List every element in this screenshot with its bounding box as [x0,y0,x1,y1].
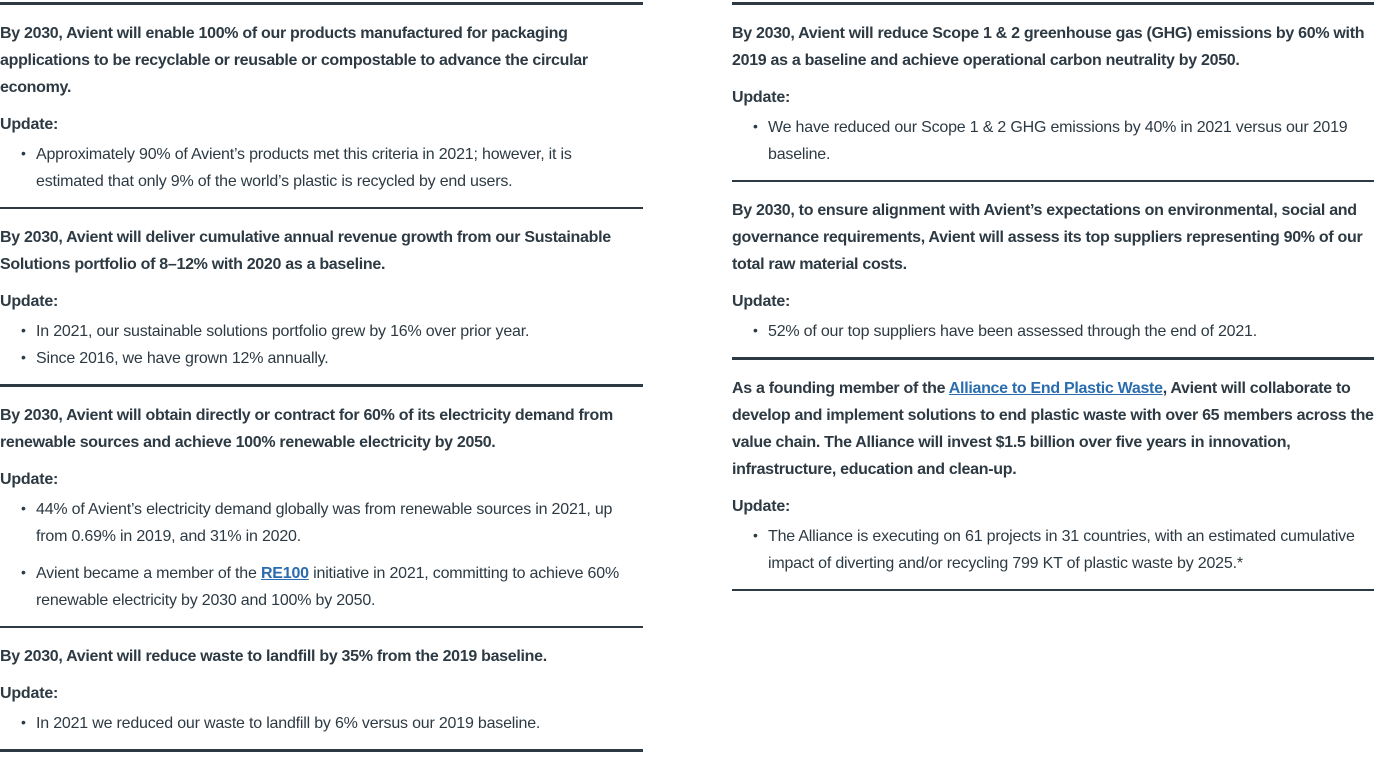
goal-section-alliance-plastic-waste [732,375,1374,589]
text-segment: By 2030, Avient will enable 100% of our products manufactured for packaging applications to be recyclable or reusable or compostable to advance the circular economy. [0,24,588,96]
update-list [732,523,1374,577]
update-item [732,523,1374,577]
section-divider [732,2,1374,5]
update-item [0,710,643,737]
goal-section-packaging [0,20,643,207]
section-divider [0,749,643,752]
section-divider [0,2,643,5]
section-divider [732,357,1374,360]
update-item [0,560,643,614]
goal-section-renewable-electricity [0,402,643,626]
section-divider [0,207,643,210]
goal-section-revenue-growth [0,224,643,384]
update-list [732,318,1374,345]
text-segment: initiative in 2021, committing to achieve 60% renewable electricity by 2030 and 100% by 2050. [36,564,619,609]
update-label: Update: [0,685,59,702]
goal-statement [0,402,643,456]
update-item [0,496,643,550]
section-divider [0,384,643,387]
text-segment: By 2030, Avient will obtain directly or contract for 60% of its electricity demand from renewable sources and achieve 100% renewable electricity by 2050. [0,406,613,451]
inline-link[interactable]: Alliance to End Plastic Waste [948,379,1163,397]
text-segment: , Avient will collaborate to develop and implement solutions to end plastic waste with over 65 members across the value chain. The Alliance will invest $1.5 billion over five years in innovation, infrastructure, education and clean-up. [732,379,1374,478]
update-label: Update: [0,115,59,133]
update-label: Update: [0,470,59,488]
goals-left-column [0,2,643,752]
text-segment: By 2030, Avient will reduce Scope 1 & 2 greenhouse gas (GHG) emissions by 60% with 2019 as a baseline and achieve operational carbon neutrality by 2050. [732,24,1365,69]
text-segment: Approximately 90% of Avient’s products met this criteria in 2021; however, it is estimated that only 9% of the world’s plastic is recycled by end users. [36,145,572,190]
section-divider [0,626,643,629]
text-segment: By 2030, Avient will deliver cumulative annual revenue growth from our Sustainable Solutions portfolio of 8–12% with 2020 as a baseline. [0,229,611,273]
text-segment: 52% of our top suppliers have been assessed through the end of 2021. [768,323,1257,340]
goal-statement [0,224,643,278]
text-segment: As a founding member of the [732,379,949,397]
text-segment: In 2021 we reduced our waste to landfill by 6% versus our 2019 baseline. [36,715,541,732]
text-segment: The Alliance is executing on 61 projects in 31 countries, with an estimated cumulative impact of diverting and/or recycling 799 KT of plastic waste by 2025.* [768,527,1355,572]
inline-link[interactable]: RE100 [260,564,309,582]
goal-statement [0,20,643,101]
goal-section-supplier-assessment [732,197,1374,357]
text-segment: In 2021, our sustainable solutions portfolio grew by 16% over prior year. [36,323,530,340]
goal-statement [732,375,1374,483]
section-divider [732,589,1374,592]
goal-section-waste-to-landfill [0,643,643,749]
update-list [0,710,643,737]
update-list [732,114,1374,168]
update-label: Update: [732,293,791,310]
text-segment: Since 2016, we have grown 12% annually. [36,350,329,367]
text-segment: Avient became a member of the [36,564,261,582]
text-segment: 44% of Avient’s electricity demand globally was from renewable sources in 2021, up from 0.69% in 2019, and 31% in 2020. [36,500,613,545]
update-label: Update: [732,497,791,515]
text-segment: We have reduced our Scope 1 & 2 GHG emissions by 40% in 2021 versus our 2019 baseline. [768,118,1348,163]
update-item [0,318,643,345]
update-item [732,318,1374,345]
update-item [732,114,1374,168]
goal-statement [0,643,643,670]
update-label: Update: [732,88,791,106]
update-label: Update: [0,293,59,310]
update-list [0,318,643,372]
update-list [0,496,643,614]
update-item [0,345,643,372]
goal-statement [732,197,1374,278]
section-divider [732,180,1374,183]
goal-statement [732,20,1374,74]
goal-section-ghg-emissions [732,20,1374,180]
goals-right-column [732,2,1374,752]
update-list [0,141,643,195]
text-segment: By 2030, Avient will reduce waste to landfill by 35% from the 2019 baseline. [0,648,547,665]
text-segment: By 2030, to ensure alignment with Avient’s expectations on environmental, social and governance requirements, Avient will assess its top suppliers representing 90% of our total raw material costs. [732,202,1363,273]
update-item [0,141,643,195]
